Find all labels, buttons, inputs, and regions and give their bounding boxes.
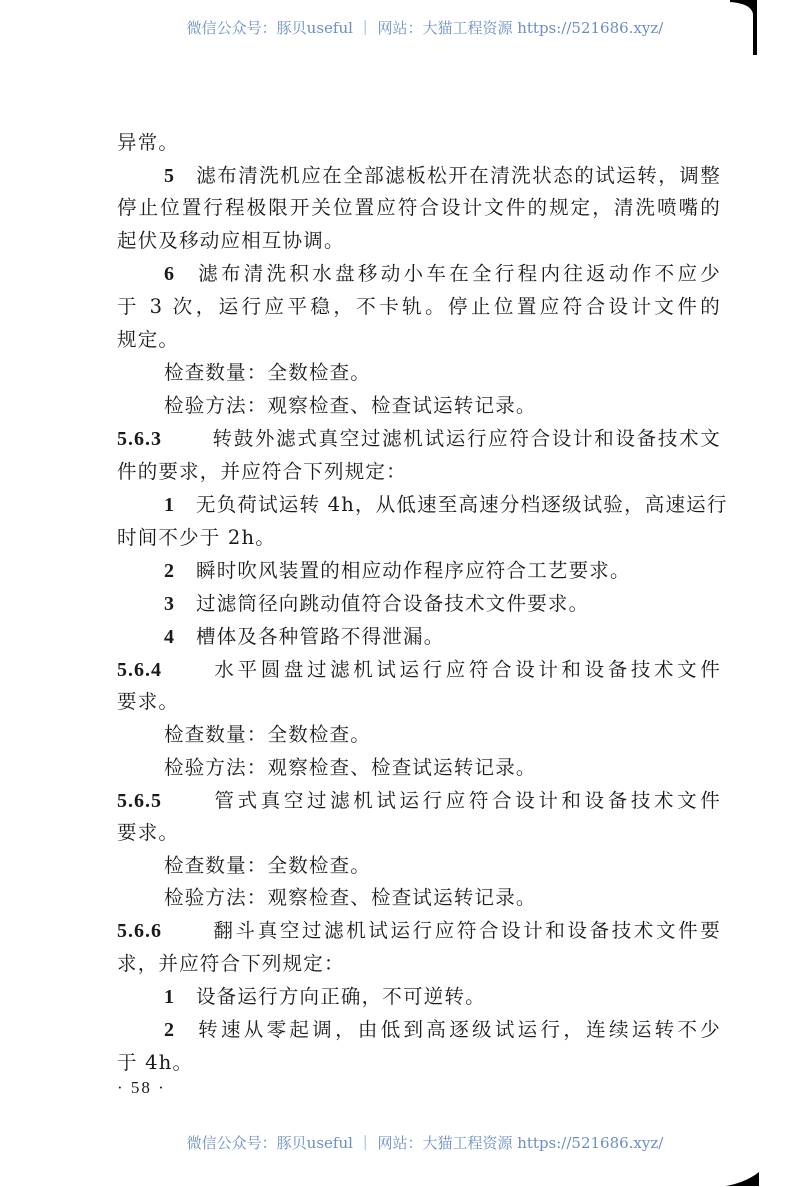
section-heading-5-6-6 (117, 914, 721, 947)
page-corner-mark-top-icon (730, 0, 760, 55)
text-line (117, 191, 721, 224)
line-text: 设备运行方向正确，不可逆转。 (196, 985, 486, 1008)
page-corner-mark-bottom-icon (725, 1170, 760, 1187)
line-text: 过滤筒径向跳动值符合设备技术文件要求。 (196, 592, 590, 615)
item-number: 5 (164, 165, 176, 187)
inspection-quantity (164, 849, 371, 882)
section-heading-5-6-5 (117, 784, 721, 817)
line-text: 管式真空过滤机试运行应符合设计和设备技术文件 (212, 789, 721, 812)
line-text: 检查数量：全数检查。 (164, 723, 372, 746)
item-number: 6 (164, 263, 176, 285)
text-line (117, 685, 179, 718)
item-number: 3 (164, 593, 176, 615)
line-text: 无负荷试运转 4h，从低速至高速分档逐级试验，高速运行 (196, 493, 728, 516)
text-line (117, 947, 345, 980)
text-line (117, 323, 179, 356)
line-text: 时间不少于 2h。 (117, 526, 276, 549)
text-line (117, 290, 721, 323)
line-text: 槽体及各种管路不得泄漏。 (196, 625, 445, 648)
line-text: 规定。 (117, 328, 180, 351)
line-text: 转速从零起调，由低到高逐级试运行，连续运转不少 (196, 1018, 721, 1041)
section-heading-5-6-3 (117, 422, 721, 455)
line-text: 起伏及移动应相互协调。 (117, 229, 345, 252)
line-text: 转鼓外滤式真空过滤机试运行应符合设计和设备技术文 (212, 427, 721, 450)
watermark-top: 微信公众号：豚贝useful ｜ 网站：大猫工程资源 https://521686.xyz/ (186, 19, 664, 37)
line-text: 于 3 次，运行应平稳，不卡轨。停止位置应符合设计文件的 (117, 295, 721, 318)
list-item (164, 1013, 721, 1046)
inspection-method (164, 389, 537, 422)
line-text: 异常。 (117, 131, 180, 154)
line-text: 停止位置行程极限开关位置应符合设计文件的规定，清洗喷嘴的 (117, 196, 721, 219)
section-heading-5-6-4 (117, 653, 721, 686)
section-number: 5.6.3 (117, 428, 162, 450)
inspection-quantity (164, 356, 371, 389)
line-text: 要求。 (117, 690, 180, 713)
watermark-bottom: 微信公众号：豚贝useful ｜ 网站：大猫工程资源 https://521686.xyz/ (186, 1134, 664, 1152)
text-line (117, 126, 179, 159)
inspection-quantity (164, 718, 371, 751)
inspection-method (164, 751, 537, 784)
section-number: 5.6.5 (117, 790, 162, 812)
inspection-method (164, 881, 537, 914)
line-text: 要求。 (117, 821, 180, 844)
text-line (117, 521, 276, 554)
line-text: 件的要求，并应符合下列规定： (117, 460, 407, 483)
text-line (117, 224, 345, 257)
line-text: 检验方法：观察检查、检查试运转记录。 (164, 886, 537, 909)
text-line (117, 1046, 193, 1079)
list-item (164, 488, 728, 521)
item-number: 1 (164, 494, 176, 516)
text-line (117, 816, 179, 849)
list-item (164, 620, 444, 653)
text-line (117, 455, 407, 488)
item-number: 4 (164, 626, 176, 648)
line-text: 水平圆盘过滤机试运行应符合设计和设备技术文件 (212, 658, 721, 681)
list-item (164, 980, 486, 1013)
line-text: 于 4h。 (117, 1051, 194, 1074)
list-item (164, 159, 721, 192)
line-text: 检查数量：全数检查。 (164, 854, 372, 877)
list-item (164, 257, 721, 290)
line-text: 检验方法：观察检查、检查试运转记录。 (164, 394, 537, 417)
page-number: · 58 · (117, 1078, 166, 1097)
section-number: 5.6.4 (117, 659, 162, 681)
item-number: 2 (164, 1019, 176, 1041)
list-item (164, 587, 589, 620)
line-text: 检查数量：全数检查。 (164, 361, 372, 384)
line-text: 求，并应符合下列规定： (117, 952, 345, 975)
line-text: 翻斗真空过滤机试运行应符合设计和设备技术文件要 (212, 919, 721, 942)
line-text: 滤布清洗机应在全部滤板松开在清洗状态的试运转，调整 (196, 164, 721, 187)
line-text: 检验方法：观察检查、检查试运转记录。 (164, 756, 537, 779)
list-item (164, 554, 631, 587)
item-number: 2 (164, 560, 176, 582)
line-text: 瞬时吹风装置的相应动作程序应符合工艺要求。 (196, 559, 631, 582)
item-number: 1 (164, 986, 176, 1008)
line-text: 滤布清洗积水盘移动小车在全行程内往返动作不应少 (196, 262, 721, 285)
section-number: 5.6.6 (117, 920, 162, 942)
